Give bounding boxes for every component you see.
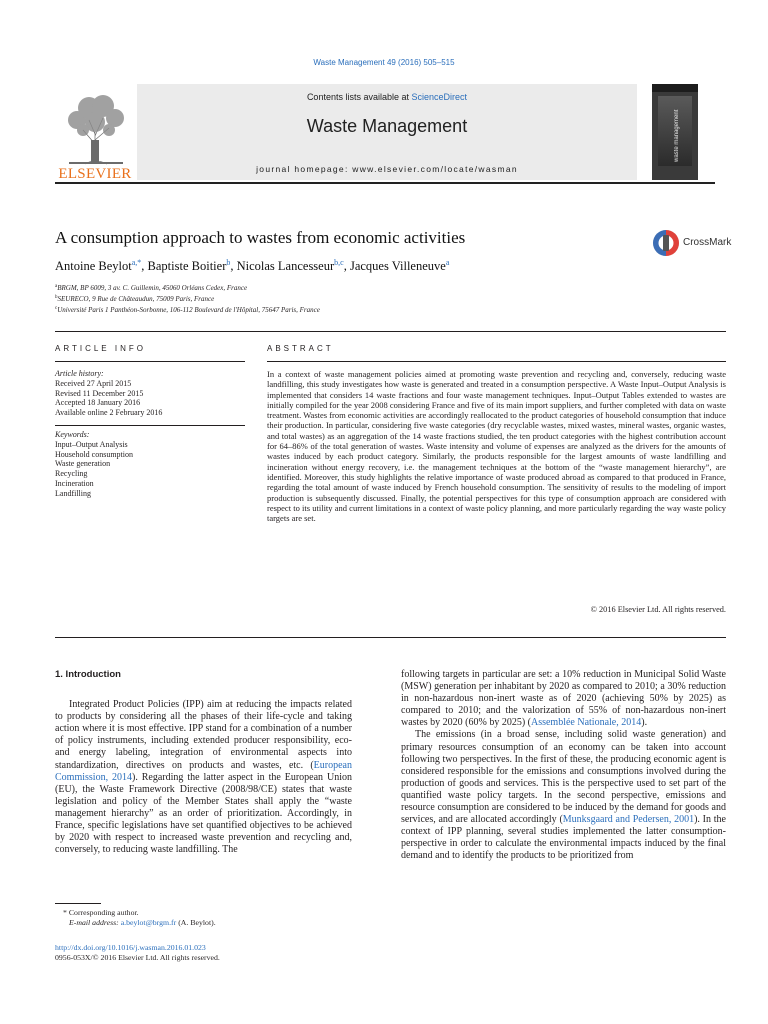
banner-rule: [55, 182, 715, 184]
author-name[interactable]: Jacques Villeneuve: [349, 259, 446, 273]
journal-homepage[interactable]: journal homepage: www.elsevier.com/locate/wasman: [256, 164, 518, 174]
abstract-text: In a context of waste management policies aimed at promoting waste prevention and recycling and, conversely, reducing waste landfilling, this study investigates how waste is generated and treated in a consumption perspective. A Waste Input–Output Analysis is implemented that considers 14 waste fractions and four waste management techniques. Input–Output Tables extended to wastes are initially compiled for the year 2008 considering France and five of its main import suppliers, and further completed with data on waste treatment. Wastes from economic activities are accordingly reallocated to the product categories of household consumption that induce their production. In particular, considering five waste categories (dry recyclable wastes, mixed wastes, mineral wastes, organic wastes, and total wastes) as an aggregation of the 14 waste fractions studied, the ten product categories with the highest contribution account for 64–86% of the total generation of wastes. Waste intensity and volume of expenses are analyzed as the drivers for the amounts of wastes induced by each product category. Similarly, the products responsible for the largest amounts of waste landfilling and incineration without energy recovery, i.e. the management techniques at the bottom of the “waste management hierarchy”, are identified. Moreover, this study highlights the relative importance of waste produced abroad as compared to that produced in France, regarding the total amount of waste induced by French household consumption. The sensitivity of results to the modeling of import production is subsequently discussed. Finally, the potential perspectives for this type of consumption approach are considered with respect to its utility and current limitations in a context of waste policy planning, and more particularly regarding the way waste policy targets are set.: [267, 369, 726, 524]
history-item: Accepted 18 January 2016: [55, 398, 141, 408]
paragraph-text: Integrated Product Policies (IPP) aim at reducing the impacts related to products by considering all the phases of their life-cycle and taking action where it is most effective. IPP stand for a combination of a number of policy instruments, including extended producer responsibility, eco- and energy labeling, integration of environmental aspects into standardization, directives on products and wastes, etc. (: [55, 699, 352, 771]
author-list: [55, 259, 449, 274]
header-rule: [55, 331, 726, 332]
history-item: Revised 11 December 2015: [55, 388, 144, 398]
cover-title: waste management: [674, 109, 680, 162]
article-info: [55, 369, 245, 499]
article-info-rule: [55, 361, 245, 362]
elsevier-wordmark: ELSEVIER: [58, 166, 132, 182]
email-link[interactable]: a.beylot@brgm.fr: [120, 918, 177, 927]
elsevier-logo[interactable]: [55, 84, 135, 184]
affiliation-text: Université Paris 1 Panthéon-Sorbonne, 106-112 Boulevard de l'Hôpital, 75647 Paris, France: [57, 306, 320, 314]
keyword: Landfilling: [55, 488, 91, 498]
author-name[interactable]: Baptiste Boitier: [147, 259, 227, 273]
corresponding-note: [55, 908, 355, 918]
keyword: Household consumption: [55, 449, 133, 459]
author-affil-ref[interactable]: a: [445, 258, 450, 267]
section-heading: 1. Introduction: [55, 669, 121, 680]
paragraph: [401, 669, 726, 729]
contents-line: [137, 92, 637, 102]
paragraph-text: ).: [641, 717, 648, 729]
crossmark-badge[interactable]: [652, 229, 732, 259]
crossmark-label: CrossMark: [683, 237, 732, 248]
email-line: [55, 918, 355, 928]
email-label: E-mail address:: [69, 918, 119, 927]
contents-prefix: Contents lists available at: [306, 92, 409, 102]
journal-banner: [55, 84, 715, 184]
history-heading: Article history:: [55, 369, 104, 378]
footnote: [55, 908, 355, 928]
reference-link[interactable]: European Commission, 2014: [55, 759, 352, 783]
keyword: Waste generation: [55, 459, 111, 469]
affiliation-key: a: [55, 284, 58, 289]
affiliation-key: b: [55, 295, 58, 300]
paragraph-text: ). In the context of IPP planning, several studies implemented the latter consumption-perspective in order to calculate the environmental impacts induced by the final demand and to identify the products to be prioritized from: [401, 814, 726, 862]
affiliation-key: c: [55, 306, 58, 311]
paragraph-text: The emissions (in a broad sense, including solid waste generation) and primary resources consumption of an economy can be taken into account following two perspectives. In the first of these, the producing economic agent is considered responsible for the emissions and consumptions involved during the production of goods and services. This is the perspective used to set part of the quantified waste policy targets. In the second perspective, emissions and resource consumption are considered to be induced by the demand for goods and services, and are allocated accordingly (: [401, 729, 726, 826]
paragraph-text: ). Regarding the latter aspect in the European Union (EU), the Waste Framework Directive (2008/98/CE) states that waste legislation and policy of the Member States shall apply the “waste management hierarchy” as an order of prioritization. Accordingly, in France, specific legislations have set quantified objectives to be achieved by 2020 with respect to increased waste prevention and recycling and, conversely, to reducing waste landfilling. The: [55, 771, 352, 856]
author-affil-ref[interactable]: b: [226, 258, 231, 267]
keywords-heading: Keywords:: [55, 429, 90, 439]
affiliation: [55, 306, 320, 314]
sciencedirect-link[interactable]: ScienceDirect: [411, 92, 468, 102]
history-item: Available online 2 February 2016: [55, 408, 163, 418]
reference-link[interactable]: Assemblée Nationale, 2014: [530, 717, 642, 729]
author-name[interactable]: Nicolas Lancesseur: [236, 259, 335, 273]
author-separator: ,: [343, 259, 350, 273]
reference-link[interactable]: Munksgaard and Pedersen, 2001: [562, 814, 695, 826]
abstract-rule: [267, 361, 726, 362]
email-suffix: (A. Beylot).: [178, 918, 216, 927]
doi-block: [55, 943, 220, 963]
author-separator: ,: [230, 259, 237, 273]
journal-name: Waste Management: [306, 116, 468, 136]
article-info-heading: ARTICLE INFO: [55, 344, 146, 353]
affiliation-text: SEURECO, 9 Rue de Châteaudun, 75009 Paris, France: [57, 295, 215, 303]
corresponding-text: Corresponding author.: [68, 908, 139, 917]
footnote-rule: [55, 903, 101, 904]
asterisk-marker: *: [63, 908, 67, 917]
crossmark-icon: [652, 229, 680, 257]
journal-cover-thumbnail[interactable]: [652, 84, 698, 180]
author-affil-ref[interactable]: b,c: [334, 258, 344, 267]
journal-citation[interactable]: Waste Management 49 (2016) 505–515: [313, 58, 455, 67]
author-separator: ,: [141, 259, 148, 273]
issn-line: 0956-053X/© 2016 Elsevier Ltd. All rights reserved.: [55, 953, 220, 962]
abstract-copyright: © 2016 Elsevier Ltd. All rights reserved.: [590, 605, 726, 614]
info-divider: [55, 425, 245, 426]
abstract-heading: ABSTRACT: [267, 344, 334, 353]
keyword: Incineration: [55, 478, 94, 488]
doi-link[interactable]: http://dx.doi.org/10.1016/j.wasman.2016.01.023: [55, 943, 206, 952]
article-title: A consumption approach to wastes from economic activities: [55, 228, 466, 247]
keyword: Input–Output Analysis: [55, 439, 128, 449]
paragraph: [401, 729, 726, 862]
history-item: Received 27 April 2015: [55, 378, 132, 388]
banner-center: [137, 84, 637, 180]
body-column-right: [401, 669, 726, 863]
paragraph-text: following targets in particular are set: a 10% reduction in Municipal Solid Waste (MSW) generation per inhabitant by 2020 as compared to 2010; a 30% reduction in non-hazardous non-inert waste as of 2020 (achieving 50% by 2025) as compared to 2010; and the valorization of 55% of non-hazardous non-inert wastes by 2020 (60% by 2025) (: [401, 669, 726, 729]
body-column-left: [55, 669, 352, 856]
paragraph: [55, 699, 352, 856]
affiliation: [55, 284, 247, 292]
abstract-end-rule: [55, 637, 726, 638]
keyword: Recycling: [55, 469, 88, 479]
author-name[interactable]: Antoine Beylot: [55, 259, 132, 273]
affiliation-text: BRGM, BP 6009, 3 av. C. Guillemin, 45060 Orléans Cedex, France: [57, 284, 248, 292]
affiliation: [55, 295, 214, 303]
author-affil-ref[interactable]: a,*: [131, 258, 142, 267]
